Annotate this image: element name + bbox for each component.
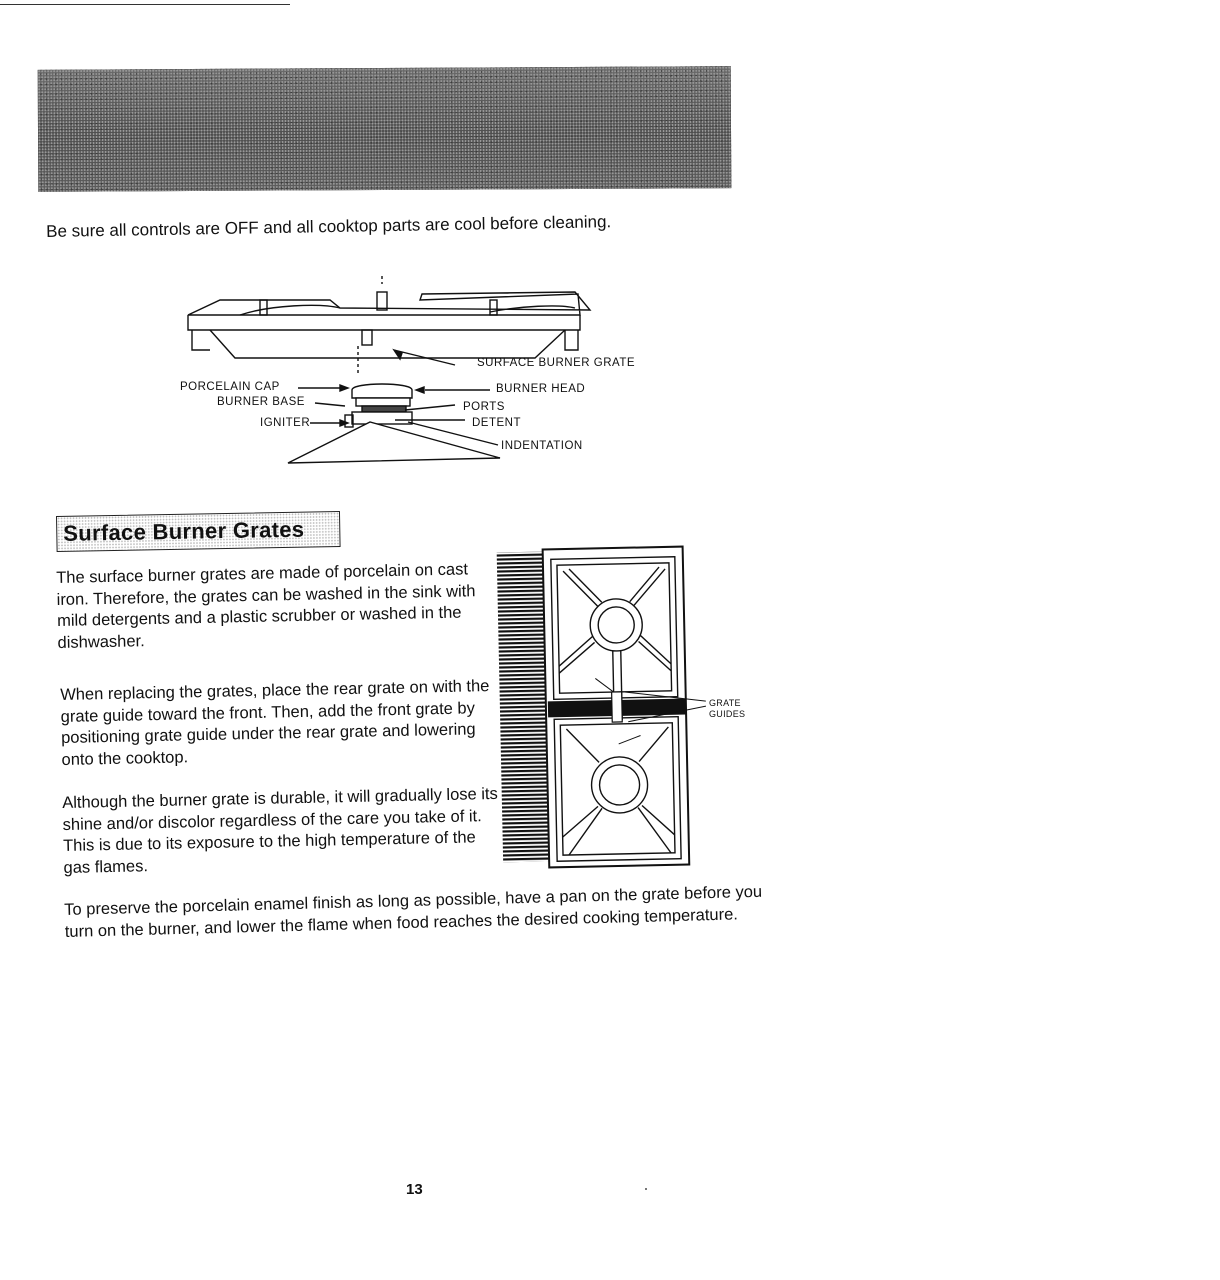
grate-guides-label-1: GRATE <box>709 698 741 708</box>
page-number: 13 <box>406 1181 423 1198</box>
scan-speck <box>645 1188 647 1190</box>
indentation-label: INDENTATION <box>501 440 583 452</box>
detent-label: DETENT <box>472 417 521 429</box>
section-heading: Surface Burner Grates <box>63 516 305 546</box>
section-heading-box <box>56 511 341 552</box>
igniter-label: IGNITER <box>260 417 311 429</box>
top-rule <box>0 4 290 5</box>
burner-head-label: BURNER HEAD <box>496 383 586 395</box>
porcelain-cap-label: PORCELAIN CAP <box>180 381 280 393</box>
burner-base-label: BURNER BASE <box>217 396 305 408</box>
grate-guides-label-2: GUIDES <box>709 709 746 719</box>
intro-text: Be sure all controls are OFF and all cooktop parts are cool before cleaning. <box>46 212 612 241</box>
paragraph-materials: The surface burner grates are made of porcelain on cast iron. Therefore, the grates can be washed in the sink with mild detergents and a plastic scrubber or washed in the dishwasher. <box>56 560 476 652</box>
header-banner <box>38 66 732 192</box>
ports-label: PORTS <box>463 401 505 413</box>
paragraph-durability: Although the burner grate is durable, it will gradually lose its shine and/or discolor regardless of the care you take of it. This is due to its exposure to the high temperature of the gas flames. <box>62 784 498 877</box>
grate-diagram <box>496 540 751 875</box>
surface-burner-grate-label: SURFACE BURNER GRATE <box>477 357 636 369</box>
burner-diagram <box>180 270 660 470</box>
paragraph-preserve: To preserve the porcelain enamel finish as long as possible, have a pan on the grate before you turn on the burner, and lower the flame when food reaches the desired cooking temperature. <box>64 882 763 941</box>
paragraph-replacing: When replacing the grates, place the rear grate on with the grate guide toward the front. Then, add the front grate by positioning grate guide under the rear grate and lowering onto the cooktop. <box>60 677 490 769</box>
